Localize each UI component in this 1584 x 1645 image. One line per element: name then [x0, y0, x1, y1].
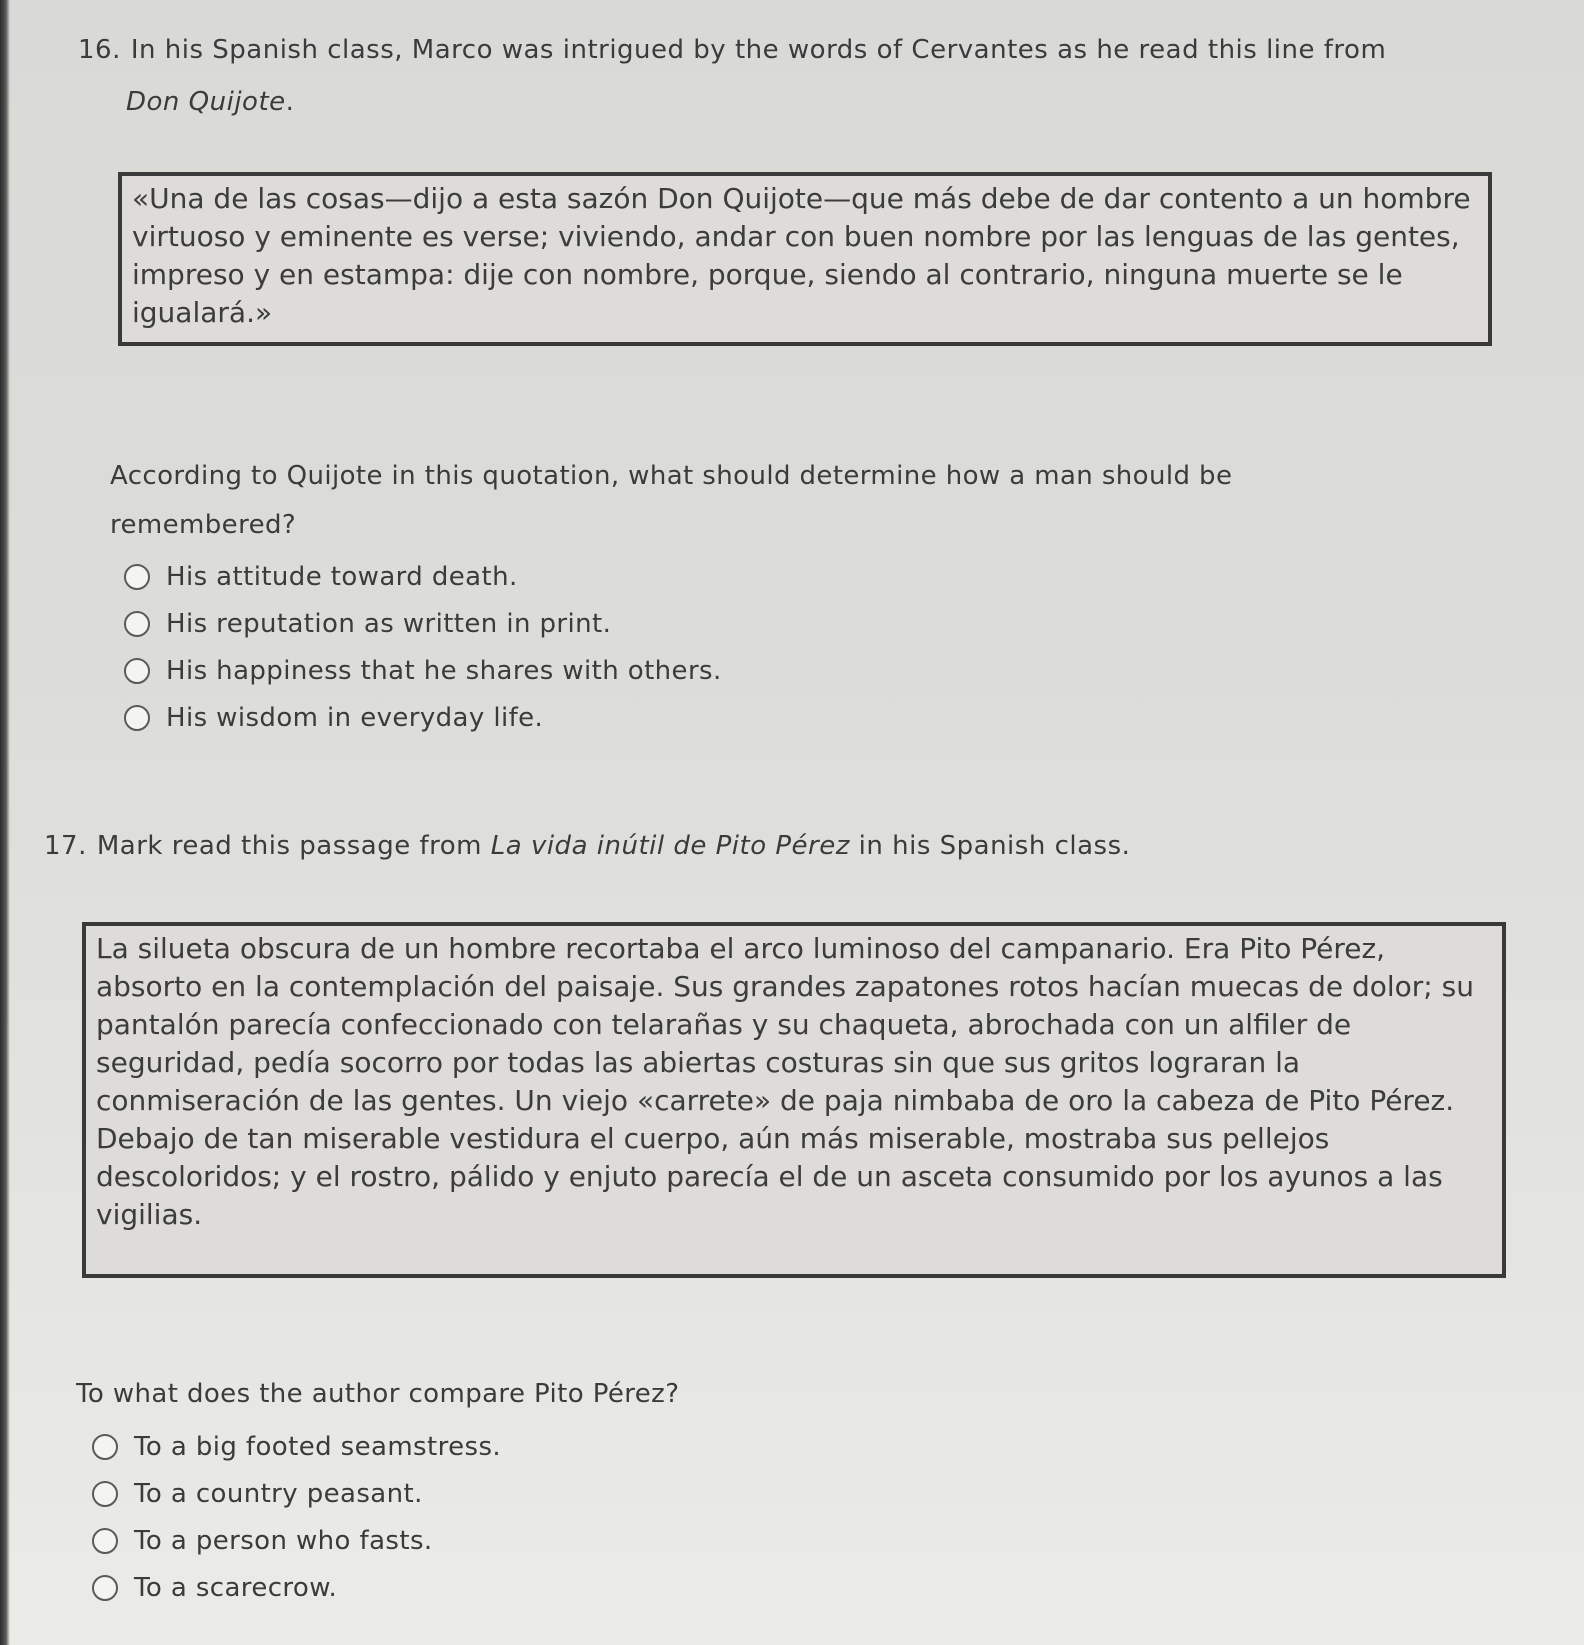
passage-box-17 [82, 922, 1506, 1278]
answer-option[interactable] [124, 553, 722, 600]
question-17-intro-text: Mark read this passage from [96, 831, 482, 861]
question-16-prompt: According to Quijote in this quotation, what should determine how a man should be remembered? [110, 461, 1233, 540]
answer-options-17 [92, 1423, 501, 1611]
option-label: His attitude toward death. [166, 561, 518, 592]
passage-text: La silueta obscura de un hombre recortaba el arco luminoso del campanario. Era Pito Pérez, absorto en la contemplación del paisaje. Sus grandes zapatones rotos hacían muecas de dolor; su pantalón parecía confeccionado con telarañas y su chaqueta, abrochada con un alfiler de seguridad, pedía socorro por todas las abiertas costuras sin que sus gritos lograran la conmiseración de las gentes. Un viejo «carrete» de paja nimbaba de oro la cabeza de Pito Pérez. Debajo de tan miserable vestidura el cuerpo, aún más miserable, mostraba sus pellejos descoloridos; y el rostro, pálido y enjuto parecía el de un asceta consumido por los ayunos a las vigilias. [96, 932, 1474, 1231]
option-label: To a country peasant. [134, 1478, 423, 1509]
answer-option[interactable] [124, 694, 722, 741]
radio-button[interactable] [92, 1528, 118, 1554]
radio-button[interactable] [124, 564, 150, 590]
passage-text: «Una de las cosas—dijo a esta sazón Don Quijote—que más debe de dar contento a un hombre virtuoso y eminente es verse; viviendo, andar con buen nombre por las lenguas de las gentes, impreso y en estampa: dije con nombre, porque, siendo al contrario, ninguna muerte se le igualará.» [132, 182, 1471, 329]
radio-button[interactable] [124, 705, 150, 731]
answer-option[interactable] [92, 1517, 501, 1564]
answer-option[interactable] [124, 647, 722, 694]
radio-button[interactable] [124, 658, 150, 684]
question-17-intro [44, 820, 1524, 872]
passage-box-16 [118, 172, 1492, 346]
source-line [78, 76, 1478, 128]
answer-option[interactable] [92, 1470, 501, 1517]
option-label: To a big footed seamstress. [134, 1431, 502, 1462]
option-label: To a scarecrow. [134, 1572, 338, 1603]
radio-button[interactable] [92, 1575, 118, 1601]
question-number: 16. [78, 35, 121, 65]
question-number: 17. [44, 831, 87, 861]
radio-button[interactable] [92, 1481, 118, 1507]
answer-options-16 [124, 553, 722, 741]
question-16 [78, 24, 1478, 128]
question-17-prompt: To what does the author compare Pito Pérez? [76, 1379, 680, 1409]
question-16-intro-text: In his Spanish class, Marco was intrigued by the words of Cervantes as he read this line from [130, 35, 1387, 65]
answer-option[interactable] [124, 600, 722, 647]
option-label: His happiness that he shares with others. [166, 655, 722, 686]
question-17-intro-suffix: in his Spanish class. [849, 831, 1131, 861]
option-label: His wisdom in everyday life. [166, 702, 544, 733]
source-title: Don Quijote [126, 87, 286, 117]
radio-button[interactable] [92, 1434, 118, 1460]
answer-option[interactable] [92, 1423, 501, 1470]
radio-button[interactable] [124, 611, 150, 637]
edge-shadow [0, 0, 10, 1645]
source-suffix: . [285, 87, 295, 117]
question-16-intro [78, 24, 1478, 76]
answer-option[interactable] [92, 1564, 501, 1611]
option-label: His reputation as written in print. [166, 608, 612, 639]
option-label: To a person who fasts. [134, 1525, 433, 1556]
question-17 [44, 820, 1524, 872]
source-title: La vida inútil de Pito Pérez [490, 831, 850, 861]
